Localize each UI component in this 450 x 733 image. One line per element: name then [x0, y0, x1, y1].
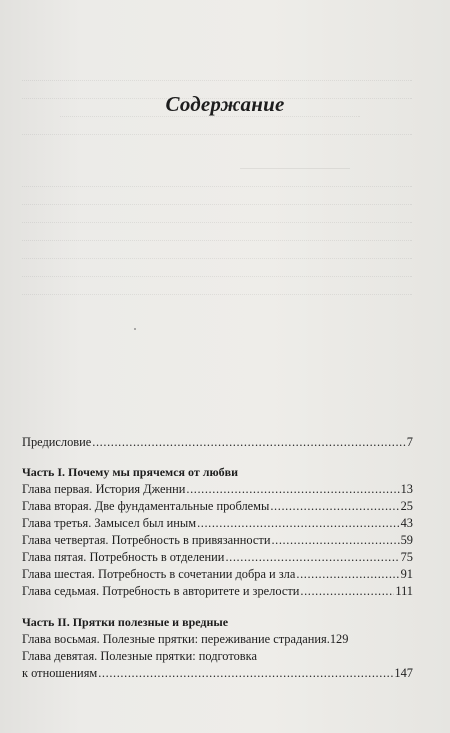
toc-page-number: 111 [395, 584, 413, 598]
toc-entry-label: Глава третья. Замысел был иным [22, 516, 197, 530]
toc-entry-chapter-1[interactable] [22, 481, 413, 498]
leader-dots [300, 583, 394, 600]
part-1-heading: Часть I. Почему мы прячемся от любви [22, 465, 239, 479]
toc-page-number: 129 [329, 632, 349, 646]
toc-entry-chapter-9[interactable] [22, 648, 413, 665]
toc-page-number: 43 [400, 516, 413, 530]
toc-entry-preface[interactable] [22, 434, 413, 451]
toc-entry-chapter-9-continued[interactable] [22, 665, 413, 682]
toc-entry-chapter-4[interactable] [22, 532, 413, 549]
leader-dots [98, 665, 393, 682]
leader-dots [186, 481, 399, 498]
toc-entry-label: Глава восьмая. Полезные прятки: переживание страдания. [22, 632, 330, 646]
toc-page-number: 59 [400, 533, 413, 547]
toc-entry-chapter-7[interactable] [22, 583, 413, 600]
toc-entry-chapter-2[interactable] [22, 498, 413, 515]
toc-page-number: 13 [400, 482, 413, 496]
toc-entry-label: Глава пятая. Потребность в отделении [22, 550, 225, 564]
leader-dots [92, 434, 406, 451]
leader-dots [271, 532, 399, 549]
toc-entry-label: Глава девятая. Полезные прятки: подготовка [22, 649, 257, 663]
leader-dots [197, 515, 400, 532]
table-of-contents [22, 434, 413, 682]
toc-entry-label: Глава вторая. Две фундаментальные проблемы [22, 499, 270, 513]
toc-page-number: 7 [406, 435, 413, 449]
toc-entry-label: Глава четвертая. Потребность в привязанности [22, 533, 271, 547]
toc-page-number: 25 [400, 499, 413, 513]
toc-entry-chapter-3[interactable] [22, 515, 413, 532]
toc-entry-label: Глава седьмая. Потребность в авторитете и зрелости [22, 584, 300, 598]
leader-dots [270, 498, 399, 515]
toc-entry-label: Глава шестая. Потребность в сочетании добра и зла [22, 567, 296, 581]
toc-entry-chapter-6[interactable] [22, 566, 413, 583]
toc-entry-label: Глава первая. История Дженни [22, 482, 186, 496]
toc-entry-chapter-8[interactable] [22, 631, 413, 648]
toc-entry-chapter-5[interactable] [22, 549, 413, 566]
page-speck [134, 328, 136, 330]
toc-entry-label: Предисловие [22, 435, 92, 449]
part-2-heading: Часть II. Прятки полезные и вредные [22, 615, 229, 629]
toc-page-number: 147 [394, 666, 413, 680]
leader-dots [296, 566, 399, 583]
leader-dots [225, 549, 399, 566]
toc-entry-label: к отношениям [22, 666, 98, 680]
toc-page-number: 91 [400, 567, 413, 581]
page-title: Содержание [165, 92, 285, 116]
toc-page-number: 75 [400, 550, 413, 564]
